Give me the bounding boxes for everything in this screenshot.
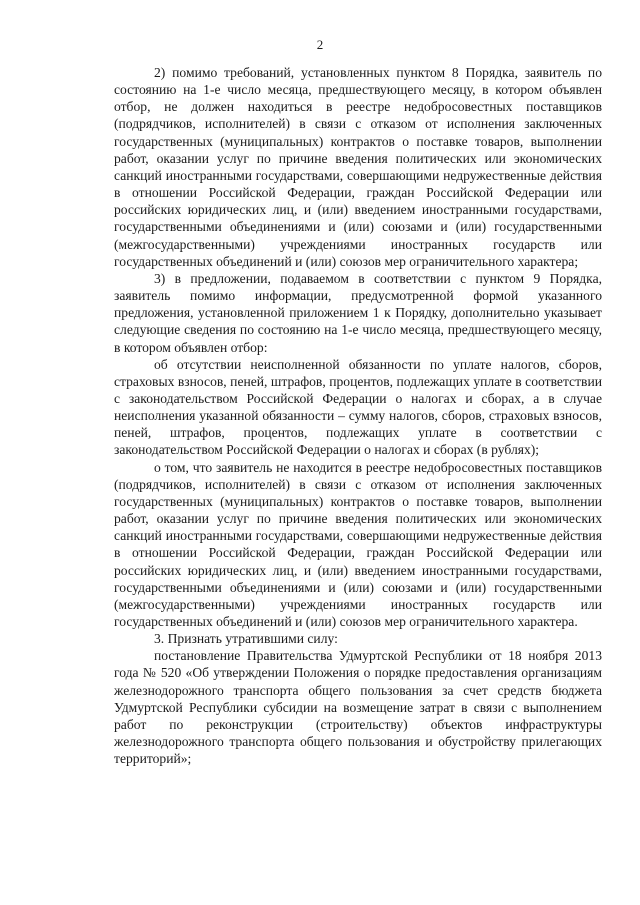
- document-body: [114, 64, 602, 767]
- paragraph-clause-3: 3. Признать утратившими силу:: [154, 631, 338, 647]
- paragraph-registry-status: о том, что заявитель не находится в реестре недобросовестных поставщиков (подрядчиков, исполнителей) в связи с отказом от исполнения заключенных государственных (муниципальных) контрактов о поставке товаров, выполнении работ, оказании услуг по причине введения политических или экономических санкций иностранными государствами, совершающими недружественные действия в отношении Российской Федерации, граждан Российской Федерации или российских юридических лиц, и (или) введением иностранными государствами, государственными объединениями и (или) союзами и (или) государственными (межгосударственными) учреждениями иностранных государств или государственных объединений и (или) союзов мер ограничительного характера.: [114, 459, 602, 629]
- paragraph-item-2: 2) помимо требований, установленных пунктом 8 Порядка, заявитель по состоянию на 1-е число месяца, предшествующего месяцу, в котором объявлен отбор, не должен находиться в реестре недобросовестных поставщиков (подрядчиков, исполнителей) в связи с отказом от исполнения заключенных государственных (муниципальных) контрактов о поставке товаров, выполнении работ, оказании услуг по причине введения политических или экономических санкций иностранными государствами, совершающими недружественные действия в отношении Российской Федерации, граждан Российской Федерации или российских юридических лиц, и (или) введением иностранными государствами, государственными объединениями и (или) союзами и (или) государственными (межгосударственными) учреждениями иностранных государств или государственных объединений и (или) союзов мер ограничительного характера;: [114, 65, 602, 269]
- paragraph-resolution-520: постановление Правительства Удмуртской Республики от 18 ноября 2013 года № 520 «Об утверждении Положения о порядке предоставления организациям железнодорожного транспорта общего пользования за счет средств бюджета Удмуртской Республики субсидии на возмещение затрат в связи с выполнением работ по реконструкции (строительству) объектов инфраструктуры железнодорожного транспорта общего пользования и обустройству прилегающих территорий»;: [114, 648, 602, 767]
- paragraph-tax-obligation: об отсутствии неисполненной обязанности по уплате налогов, сборов, страховых взносов, пеней, штрафов, процентов, подлежащих уплате в соответствии с законодательством Российской Федерации о налогах и сборах, а в случае неисполнения указанной обязанности – сумму налогов, сборов, страховых взносов, пеней, штрафов, процентов, подлежащих уплате в соответствии с законодательством Российской Федерации о налогах и сборах (в рублях);: [114, 356, 602, 458]
- paragraph-item-3: 3) в предложении, подаваемом в соответствии с пунктом 9 Порядка, заявитель помимо информации, предусмотренной формой указанного предложения, установленной приложением 1 к Порядку, дополнительно указывает следующие сведения по состоянию на 1-е число месяца, предшествующего месяцу, в котором объявлен отбор:: [114, 270, 602, 355]
- page-number: 2: [316, 37, 324, 52]
